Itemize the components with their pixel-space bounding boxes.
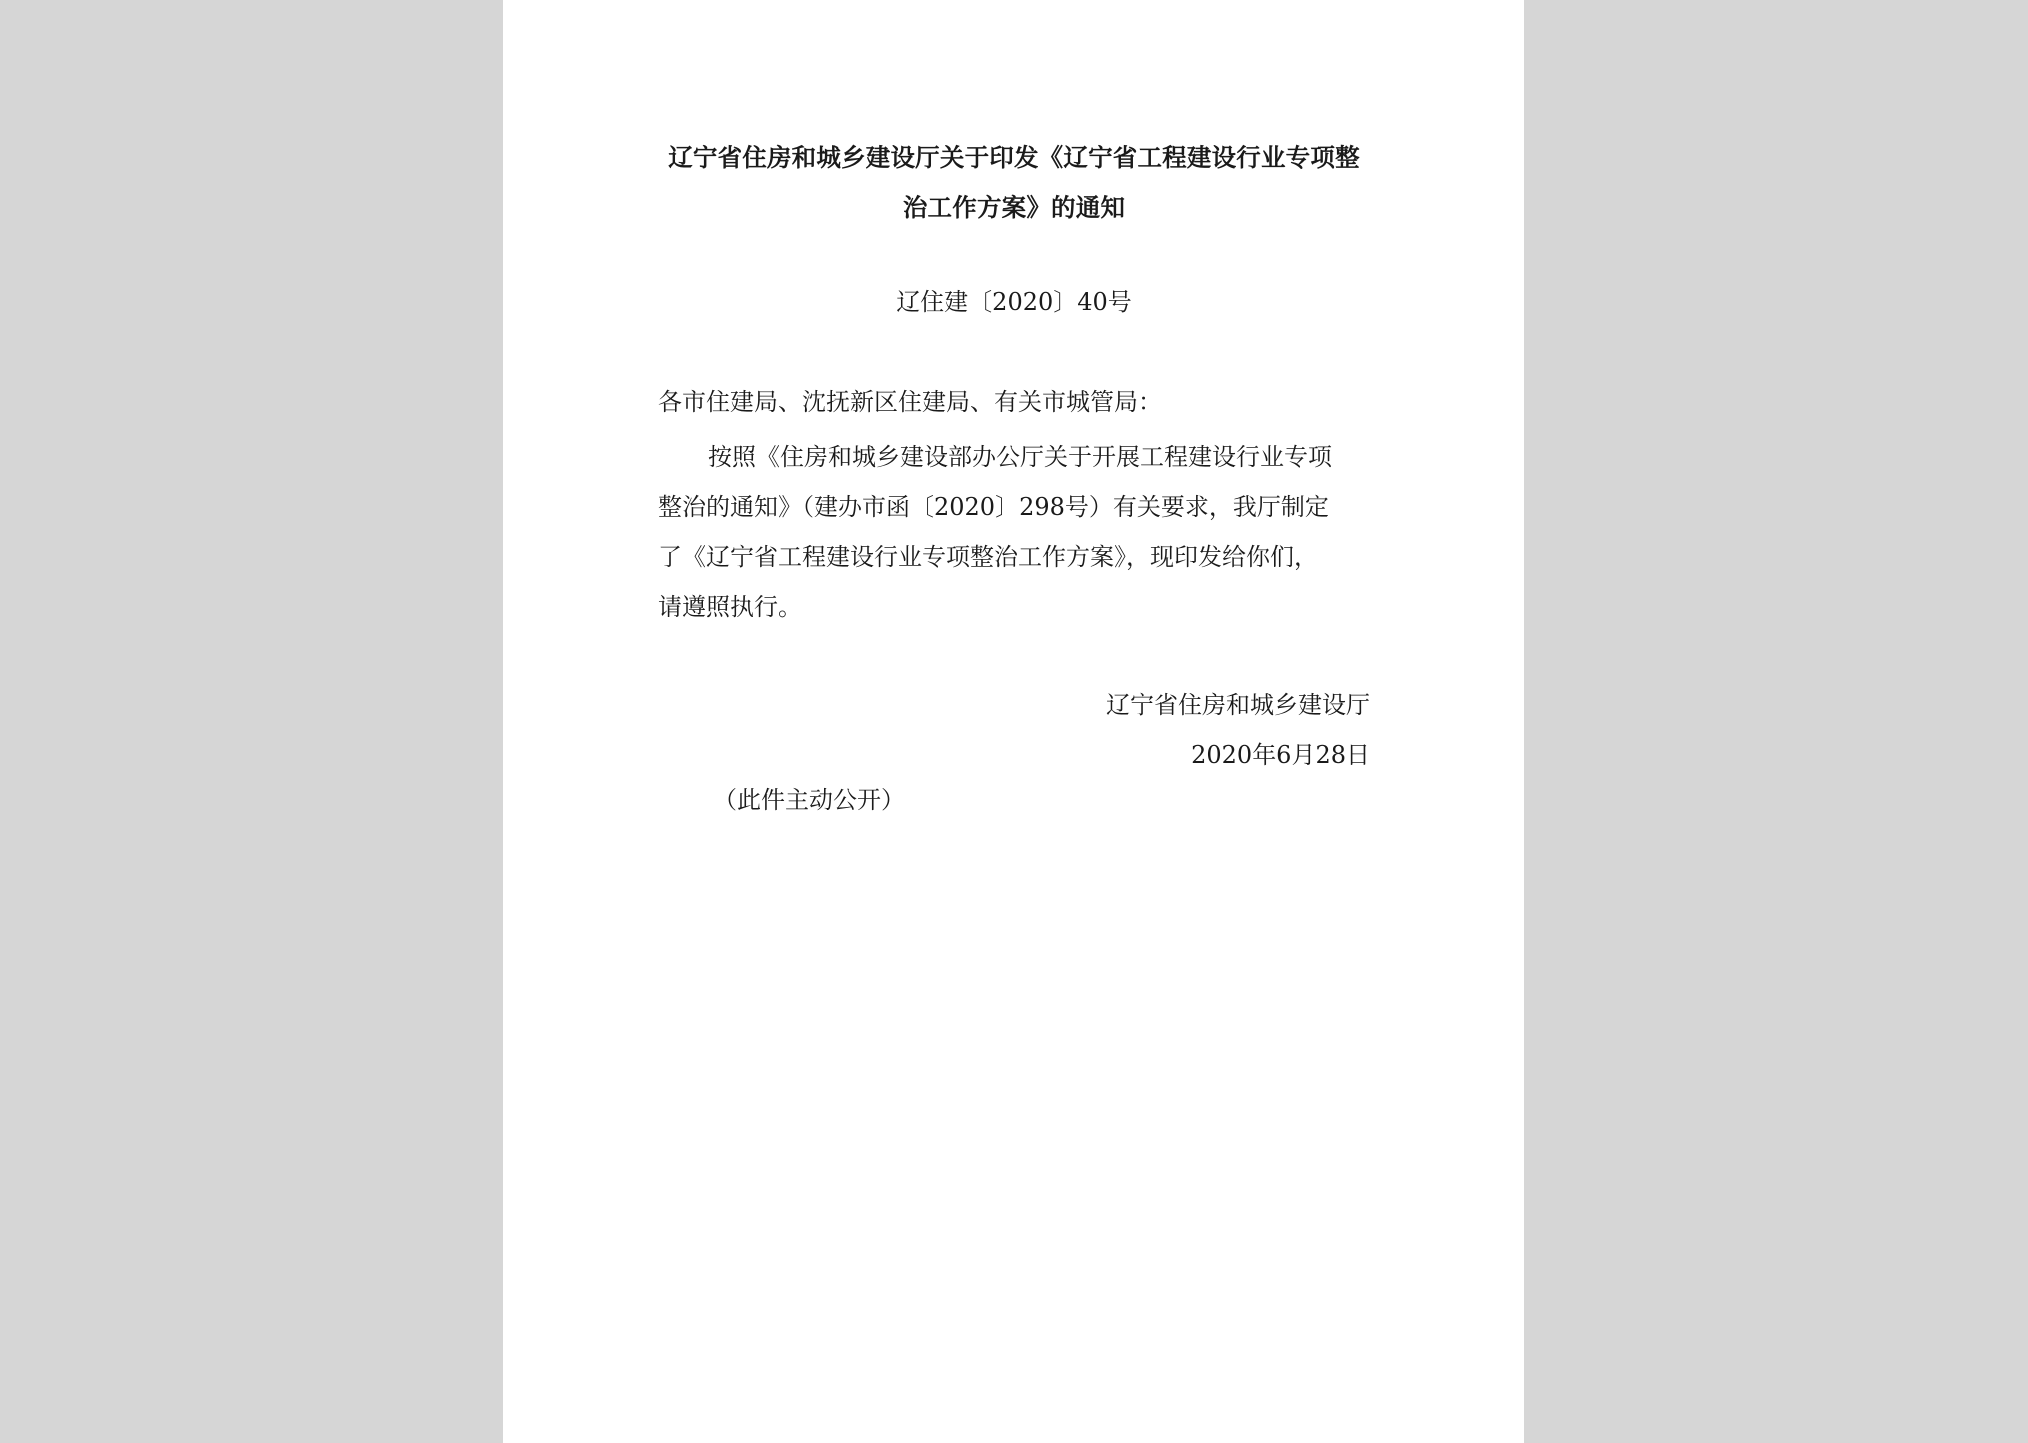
title-line-1: 辽宁省住房和城乡建设厅关于印发《辽宁省工程建设行业专项整 [668, 143, 1360, 172]
body-line-1: 按照《住房和城乡建设部办公厅关于开展工程建设行业专项 [708, 443, 1332, 471]
document-title [658, 133, 1370, 233]
body-line-4: 请遵照执行。 [658, 593, 802, 621]
body-line-3: 了《辽宁省工程建设行业专项整治工作方案》，现印发给你们， [658, 543, 1318, 571]
body-paragraph [658, 432, 1370, 632]
signature-block [658, 680, 1370, 780]
salutation: 各市住建局、沈抚新区住建局、有关市城管局： [658, 388, 1162, 416]
title-line-2: 治工作方案》的通知 [902, 193, 1126, 222]
document-page [503, 0, 1524, 1443]
body-line-2: 整治的通知》（建办市函〔2020〕298号）有关要求，我厅制定 [658, 493, 1329, 521]
issue-date: 2020年6月28日 [1191, 741, 1370, 769]
disclosure-note: （此件主动公开） [713, 786, 905, 814]
document-number: 辽住建〔2020〕40号 [896, 288, 1132, 316]
issuer-name: 辽宁省住房和城乡建设厅 [1106, 691, 1370, 719]
